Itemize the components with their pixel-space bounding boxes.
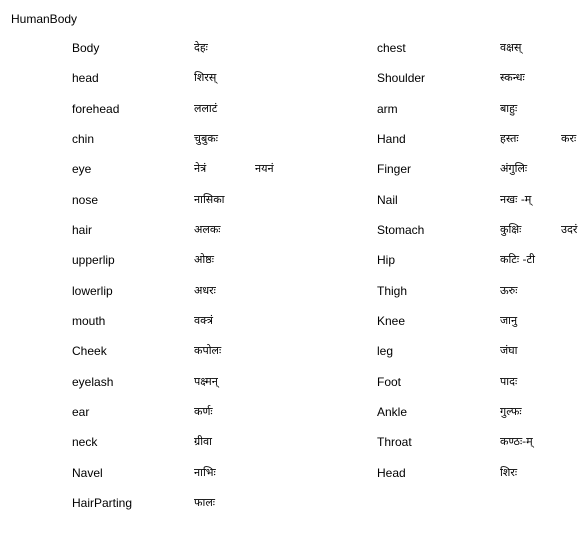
sanskrit-synonym: करः — [561, 131, 577, 145]
english-word: Thigh — [377, 283, 408, 298]
english-word: eyelash — [72, 374, 114, 389]
sanskrit-word: अलकः — [194, 222, 221, 236]
sanskrit-word: कटिः -टी — [500, 253, 535, 267]
english-word: neck — [72, 435, 98, 450]
english-word: chest — [377, 41, 406, 55]
sanskrit-word: हस्तः — [500, 131, 519, 145]
english-word: mouth — [72, 313, 106, 328]
english-word: Hip — [377, 253, 396, 268]
sanskrit-word: जंघा — [500, 344, 518, 358]
english-word: lowerlip — [72, 283, 113, 298]
english-word: nose — [72, 192, 99, 207]
table-row — [0, 434, 588, 464]
sanskrit-word: ग्रीवा — [194, 435, 213, 449]
table-row — [0, 252, 588, 282]
sanskrit-synonym: उदरं — [561, 222, 578, 236]
english-word: hair — [72, 222, 93, 237]
sanskrit-word: कर्णः — [194, 404, 213, 418]
table-row — [0, 343, 588, 373]
english-word: chin — [72, 131, 95, 146]
english-word: leg — [377, 344, 394, 359]
sanskrit-word: देहः — [194, 41, 208, 54]
english-word: ear — [72, 404, 90, 419]
english-word: Shoulder — [377, 71, 426, 86]
sanskrit-word: ओष्ठः — [194, 253, 214, 267]
english-word: head — [72, 71, 99, 86]
table-row — [0, 283, 588, 313]
english-word: Body — [72, 41, 100, 55]
english-word: Foot — [377, 374, 402, 389]
english-word: Head — [377, 465, 406, 480]
sanskrit-word: शिरस् — [194, 71, 217, 85]
english-word: Cheek — [72, 344, 107, 359]
vocab-table — [0, 40, 588, 525]
sanskrit-word: बाहुः — [500, 101, 518, 115]
sanskrit-word: गुल्फः — [500, 404, 522, 418]
sanskrit-word: वक्त्रं — [194, 313, 213, 327]
sanskrit-word: अधरः — [194, 283, 216, 297]
sanskrit-word: स्कन्धः — [500, 71, 525, 85]
sanskrit-word: कण्ठः-म् — [500, 435, 533, 449]
english-word: Ankle — [377, 404, 408, 419]
sanskrit-word: अंगुलिः — [500, 162, 528, 176]
table-row — [0, 495, 588, 525]
english-word: eye — [72, 162, 92, 177]
sanskrit-word: चुबुकः — [194, 131, 218, 145]
sanskrit-word: कुक्षिः — [500, 222, 522, 236]
table-row — [0, 70, 588, 100]
table-row — [0, 313, 588, 343]
table-row — [0, 131, 588, 161]
english-word: upperlip — [72, 253, 115, 268]
english-word: Nail — [377, 192, 398, 207]
table-row — [0, 222, 588, 252]
sanskrit-word: नाभिः — [194, 465, 216, 479]
sanskrit-word: कपोलः — [194, 344, 222, 358]
sanskrit-word: ऊरुः — [500, 283, 518, 297]
table-row — [0, 161, 588, 191]
sanskrit-word: फालः — [194, 495, 216, 509]
sanskrit-word: नेत्रं — [194, 162, 207, 176]
sanskrit-word: शिरः — [500, 465, 518, 479]
table-row — [0, 192, 588, 222]
sanskrit-word: नासिका — [194, 192, 225, 206]
table-row — [0, 101, 588, 131]
english-word: arm — [377, 101, 398, 116]
table-row — [0, 404, 588, 434]
english-word: Navel — [72, 465, 103, 480]
page-title: HumanBody — [11, 12, 78, 26]
english-word: forehead — [72, 101, 120, 116]
sanskrit-synonym: नयनं — [255, 162, 274, 176]
english-word: Throat — [377, 435, 412, 450]
english-word: HairParting — [72, 495, 133, 510]
sanskrit-word: वक्षस् — [500, 41, 522, 54]
sanskrit-word: ललाटं — [194, 101, 218, 115]
sanskrit-word: पादः — [500, 374, 518, 388]
table-row — [0, 40, 588, 70]
english-word: Hand — [377, 131, 406, 146]
table-row — [0, 374, 588, 404]
english-word: Stomach — [377, 222, 425, 237]
sanskrit-word: नखः -म् — [500, 192, 532, 206]
sanskrit-word: जानु — [500, 313, 518, 327]
table-row — [0, 465, 588, 495]
sanskrit-word: पक्ष्मन् — [194, 374, 218, 388]
english-word: Finger — [377, 162, 412, 177]
english-word: Knee — [377, 313, 406, 328]
